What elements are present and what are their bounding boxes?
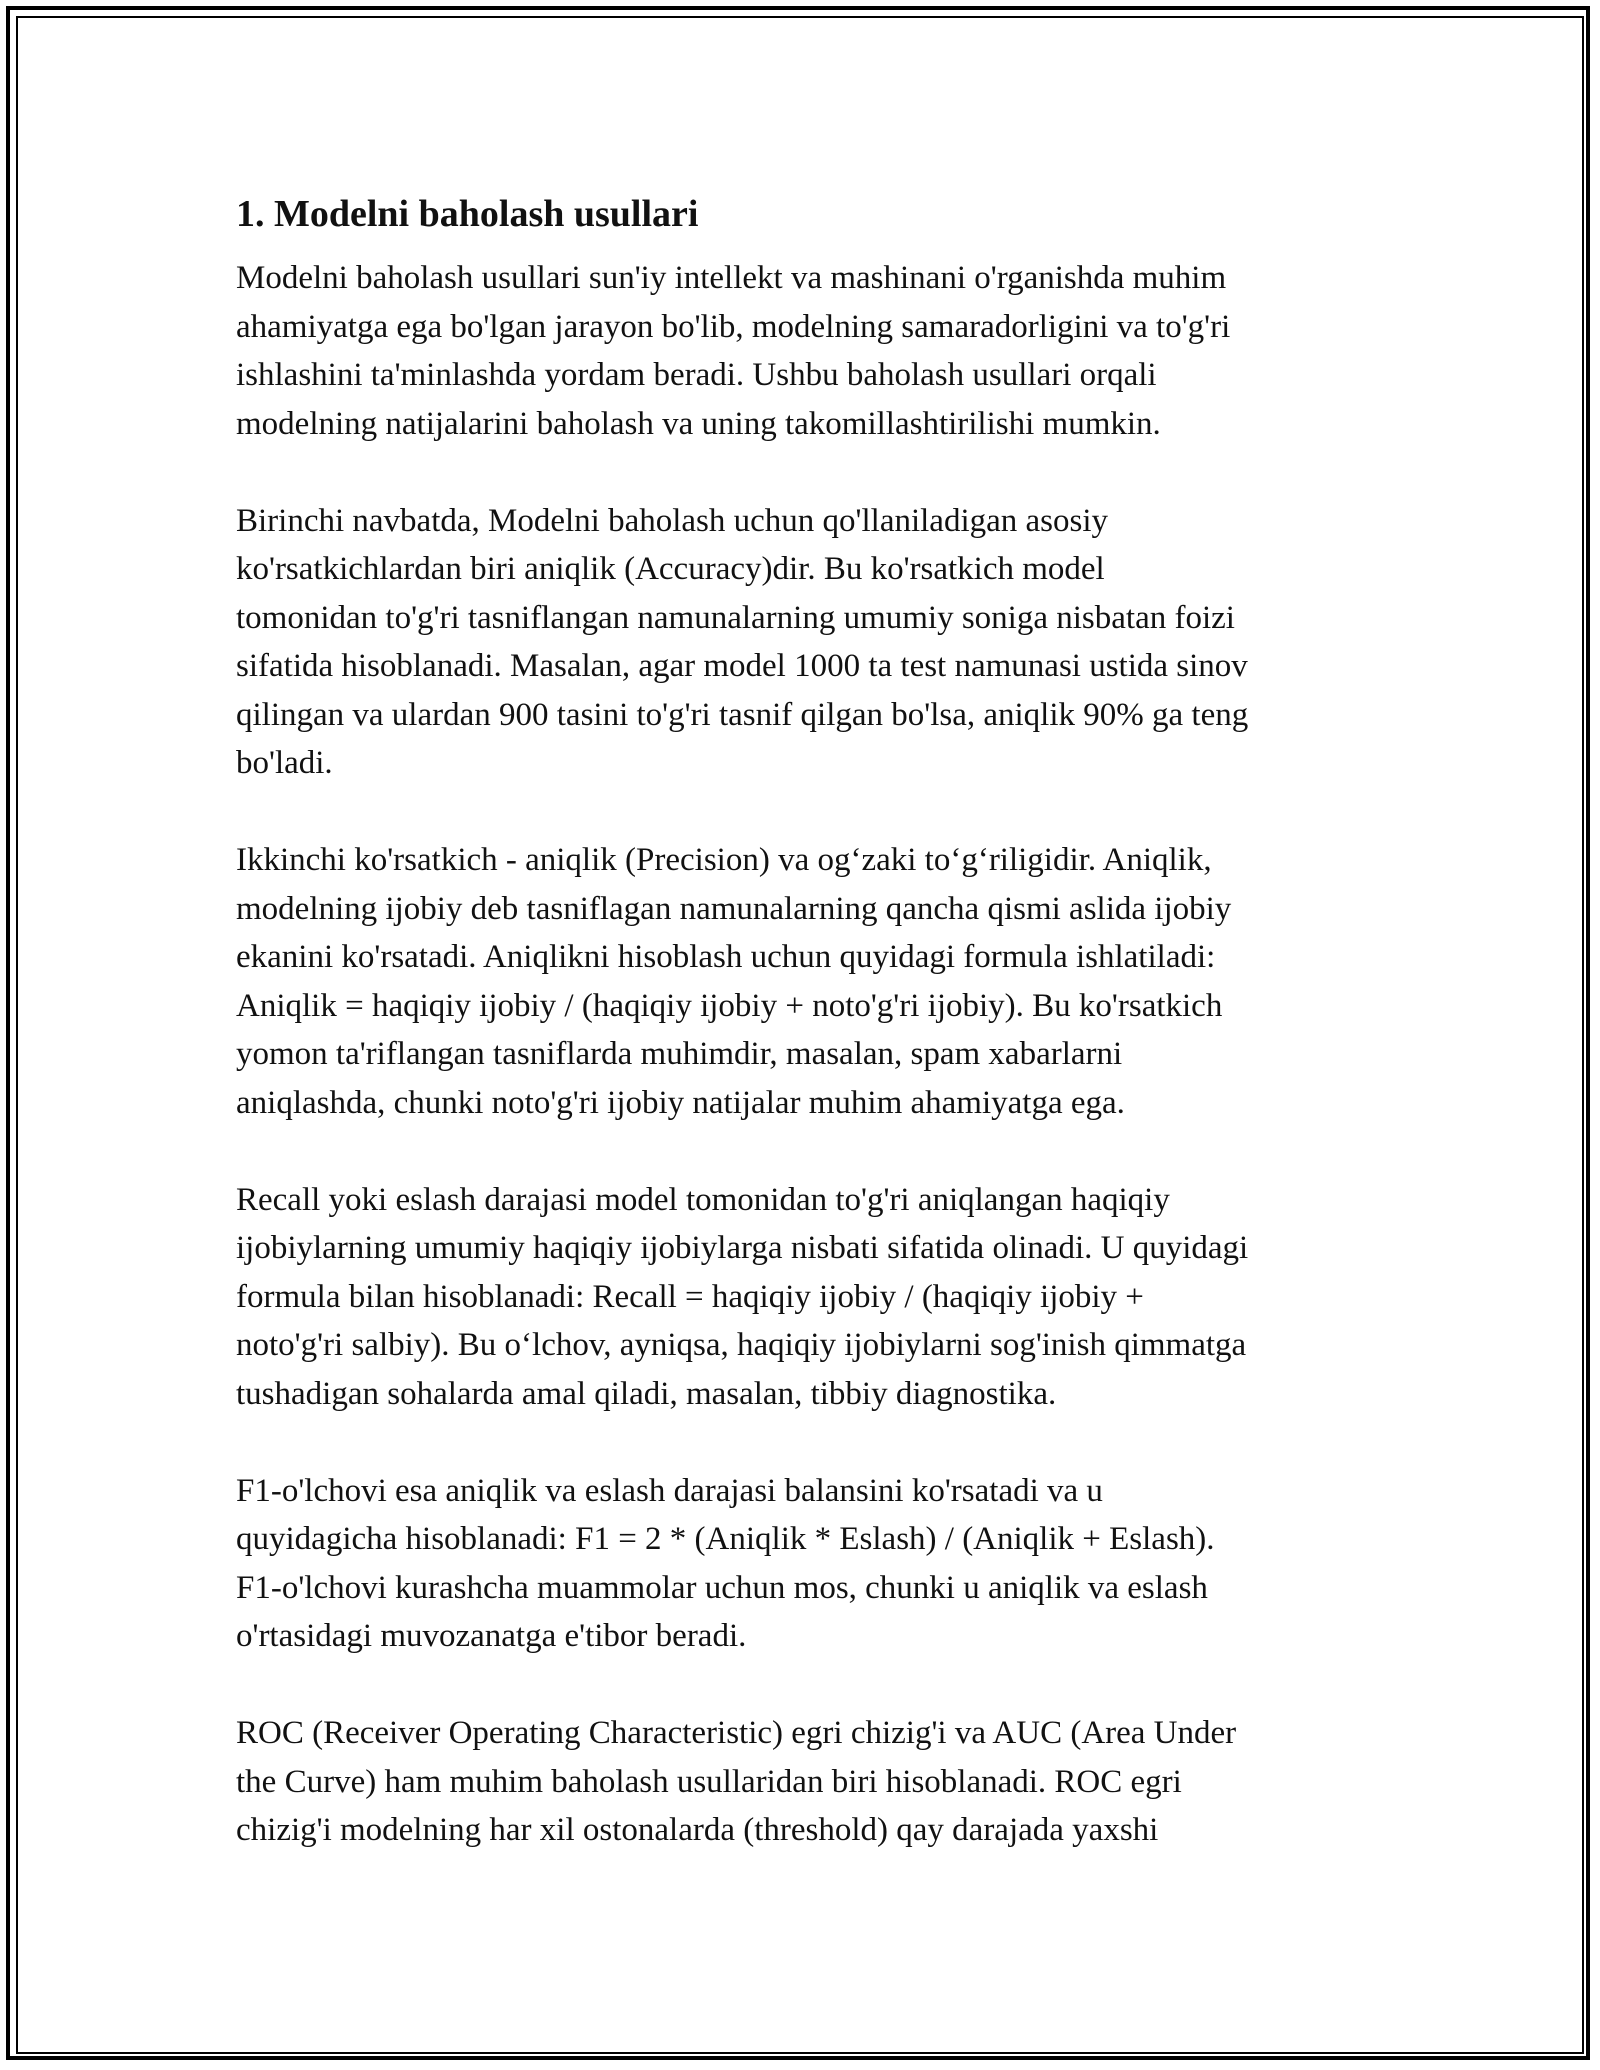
text-line: Recall yoki eslash darajasi model tomonidan to'g'ri aniqlangan haqiqiy [236, 1181, 1170, 1218]
document-body [236, 186, 1386, 1903]
text-line: sifatida hisoblanadi. Masalan, agar model 1000 ta test namunasi ustida sinov [236, 648, 1248, 684]
text-line: modelning ijobiy deb tasniflagan namunalarning qancha qismi aslida ijobiy [236, 890, 1232, 927]
text-line: formula bilan hisoblanadi: Recall = haqiqiy ijobiy / (haqiqiy ijobiy + [236, 1278, 1144, 1315]
text-line: yomon ta'riflangan tasniflarda muhimdir, masalan, spam xabarlarni [236, 1036, 1123, 1072]
text-line: ishlashini ta'minlashda yordam beradi. Ushbu baholash usullari orqali [236, 357, 1157, 393]
section-heading: 1. Modelni baholash usullari [236, 193, 699, 235]
text-line: the Curve) ham muhim baholash usullaridan biri hisoblanadi. ROC egri [236, 1763, 1182, 1800]
text-line: aniqlashda, chunki noto'g'ri ijobiy natijalar muhim ahamiyatga ega. [236, 1084, 1125, 1121]
text-line: ko'rsatkichlardan biri aniqlik (Accuracy)dir. Bu ko'rsatkich model [236, 551, 1105, 587]
paragraph-recall [236, 1176, 1386, 1419]
text-line: ijobiylarning umumiy haqiqiy ijobiylarga nisbati sifatida olinadi. U quyidagi [236, 1230, 1249, 1266]
text-line: ROC (Receiver Operating Characteristic) egri chizig'i va AUC (Area Under [236, 1715, 1237, 1751]
text-line: tushadigan sohalarda amal qiladi, masalan, tibbiy diagnostika. [236, 1375, 1057, 1412]
text-line: chizig'i modelning har xil ostonalarda (threshold) qay darajada yaxshi [236, 1812, 1159, 1848]
text-line: Modelni baholash usullari sun'iy intellekt va mashinani o'rganishda muhim [236, 260, 1227, 296]
paragraph-roc [236, 1709, 1386, 1855]
text-line: Aniqlik = haqiqiy ijobiy / (haqiqiy ijobiy + noto'g'ri ijobiy). Bu ko'rsatkich [236, 987, 1223, 1024]
text-line: quyidagicha hisoblanadi: F1 = 2 * (Aniqlik * Eslash) / (Aniqlik + Eslash). [236, 1521, 1215, 1557]
text-line: Birinchi navbatda, Modelni baholash uchun qo'llaniladigan asosiy [236, 502, 1109, 539]
paragraph-intro [236, 254, 1386, 448]
text-line: F1-o'lchovi esa aniqlik va eslash darajasi balansini ko'rsatadi va u [236, 1472, 1103, 1509]
text-line: Ikkinchi ko'rsatkich - aniqlik (Precision) va og‘zaki to‘g‘riligidir. Aniqlik, [236, 842, 1212, 878]
text-line: F1-o'lchovi kurashcha muammolar uchun mos, chunki u aniqlik va eslash [236, 1569, 1208, 1606]
paragraph-f1 [236, 1467, 1386, 1661]
text-line: ekanini ko'rsatadi. Aniqlikni hisoblash uchun quyidagi formula ishlatiladi: [236, 939, 1216, 975]
text-line: o'rtasidagi muvozanatga e'tibor beradi. [236, 1618, 747, 1654]
text-line: modelning natijalarini baholash va uning takomillashtirilishi mumkin. [236, 405, 1161, 442]
text-line: qilingan va ulardan 900 tasini to'g'ri tasnif qilgan bo'lsa, aniqlik 90% ga teng [236, 696, 1249, 733]
paragraph-accuracy [236, 497, 1386, 788]
text-line: tomonidan to'g'ri tasniflangan namunalarning umumiy soniga nisbatan foizi [236, 599, 1235, 636]
text-line: bo'ladi. [236, 745, 333, 781]
text-line: ahamiyatga ega bo'lgan jarayon bo'lib, modelning samaradorligini va to'g'ri [236, 308, 1231, 345]
text-line: noto'g'ri salbiy). Bu o‘lchov, ayniqsa, haqiqiy ijobiylarni sog'inish qimmatga [236, 1327, 1247, 1363]
paragraph-precision [236, 836, 1386, 1127]
